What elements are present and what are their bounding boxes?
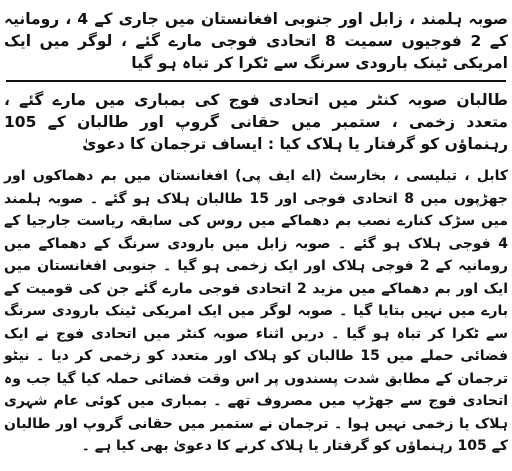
article-body: کابل ، تبلیسی ، بخارسٹ (اے ایف پی) افغانستان میں بم دھماکوں اور جھڑپوں میں 8 اتحادی فوجی اور 15 طالبان ہلاک ہو گئے ۔ صوبہ ہلمند میں سڑک کنارے نصب بم دھماکے میں روس کی سابقہ ریاست جارجیا کے 4 فوجی ہلاک ہو گئے ۔ صوبہ زابل میں بارودی سرنگ کے دھماکے میں رومانیہ کے 2 فوجی ہلاک اور ایک زخمی ہو گیا ۔ جنوبی افغانستان میں ایک اور بم دھماکے میں مزید 2 اتحادی فوجی مارے گئے جن کی قومیت کے بارے میں نہیں بتایا گیا ۔ صوبہ لوگر میں ایک امریکی ٹینک بارودی سرنگ سے ٹکرا کر تباہ ہو گیا ۔ دریں اثناء صوبہ کنٹر میں اتحادی فوج نے ایک فضائی حملے میں 15 طالبان کو ہلاک اور متعدد کو زخمی کر دیا ۔ نیٹو ترجمان کے مطابق شدت پسندوں پر اس وقت فضائی حملہ کیا گیا جب وہ اتحادی فوج سے جھڑپ میں مصروف تھے ۔ بمباری میں کوئی عام شہری ہلاک یا زخمی نہیں ہوا ۔ ترجمان نے ستمبر میں حقانی گروپ اور طالبان کے 105 رہنماؤں کو گرفتار یا ہلاک کرنے کا دعویٰ بھی کیا ہے ۔ bbox=[4, 168, 509, 454]
article-headline: صوبہ ہلمند ، زابل اور جنوبی افغانستان میں جاری کے 4 ، رومانیہ کے 2 فوجیوں سمیت 8 اتحادی فوجی مارے گئے ، لوگر میں ایک امریکی ٹینک بارودی سرنگ سے ٹکرا کر تباہ ہو گیا bbox=[4, 10, 508, 72]
article-subheadline: طالبان صوبہ کنٹر میں اتحادی فوج کی بمباری میں مارے گئے ، متعدد زخمی ، ستمبر میں حقانی گروپ اور طالبان کے 105 رہنماؤں کو گرفتار یا ہلاک کیا : ایساف ترجمان کا دعویٰ bbox=[4, 91, 508, 153]
news-article bbox=[4, 0, 508, 471]
headline-divider bbox=[6, 80, 506, 82]
